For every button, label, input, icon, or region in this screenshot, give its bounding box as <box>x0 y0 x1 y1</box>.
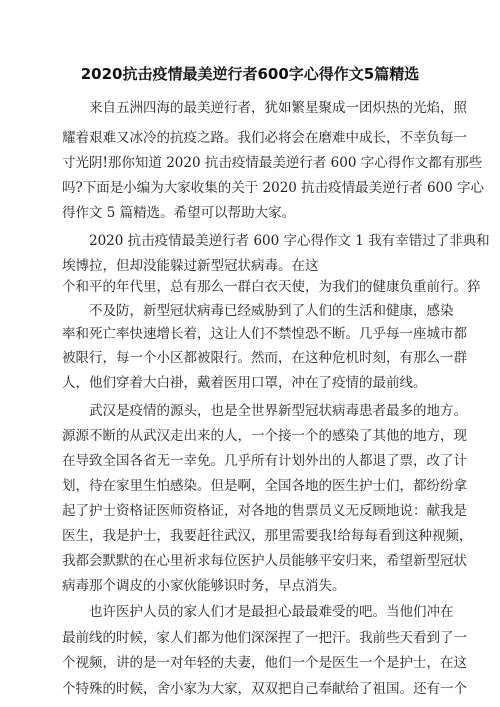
text-line: 源源不断的从武汉走出来的人，一个接一个的感染了其他的地方，现 <box>62 428 467 444</box>
text-line: 划，待在家里生怕感染。但是啊，全国各地的医生护士们，都纷纷拿 <box>62 478 467 494</box>
text-line: 埃博拉，但却没能躲过新型冠状病毒。在这 <box>62 258 319 274</box>
text-line: 吗?下面是小编为大家收集的关于 2020 抗击疫情最美逆行者 600 字心 <box>62 180 485 196</box>
text-line: 得作文 5 篇精选。希望可以帮助大家。 <box>62 205 296 221</box>
document-title: 2020抗击疫情最美逆行者600字心得作文5篇精选 <box>80 65 420 83</box>
text-line: 最前线的时候，家人们都为他们深深捏了一把汗。我前些天看到了一 <box>62 630 467 646</box>
text-line: 武汉是疫情的源头，也是全世界新型冠状病毒患者最多的地方。 <box>62 403 467 419</box>
text-line: 个和平的年代里，总有那么一群白衣天使，为我们的健康负重前行。猝 <box>62 279 481 295</box>
text-line: 被限行，每一个小区都被限行。然而，在这种危机时刻，有那么一群 <box>62 350 467 366</box>
text-line: 寸光阴!那你知道 2020 抗击疫情最美逆行者 600 字心得作文都有那些 <box>62 155 483 171</box>
text-line: 2020 抗击疫情最美逆行者 600 字心得作文 1 我有幸错过了非典和 <box>62 233 490 249</box>
text-line: 来自五洲四海的最美逆行者，犹如繁星聚成一团炽热的光焰，照 <box>62 100 467 116</box>
text-line: 率和死亡率快速增长着，这让人们不禁惶恐不断。几乎每一座城市都 <box>62 326 467 342</box>
text-line: 人，他们穿着大白褂，戴着医用口罩，冲在了疫情的最前线。 <box>62 375 427 391</box>
text-line: 不及防，新型冠状病毒已经威胁到了人们的生活和健康，感染 <box>62 303 454 319</box>
text-line: 耀着艰难又冰冷的抗疫之路。我们必将会在磨难中成长，不幸负每一 <box>62 130 467 146</box>
text-line: 个视频，讲的是一对年轻的夫妻，他们一个是医生一个是护士，在这 <box>62 655 467 671</box>
text-line: 个特殊的时候，舍小家为大家，双双把自己奉献给了祖国。还有一个 <box>62 681 467 697</box>
text-line: 也许医护人员的家人们才是最担心最最难受的吧。当他们冲在 <box>62 604 454 620</box>
text-line: 我都会默默的在心里祈求每位医护人员能够平安归来，希望新型冠状 <box>62 553 467 569</box>
text-line: 在导致全国各省无一幸免。几乎所有计划外出的人都退了票，改了计 <box>62 453 467 469</box>
text-line: 起了护士资格证医师资格证，对各地的售票员义无反顾地说：献我是 <box>62 503 467 519</box>
text-line: 医生，我是护士，我要赶往武汉，那里需要我!给每每看到这种视频， <box>62 528 473 544</box>
text-line: 病毒那个调皮的小家伙能够识时务，早点消失。 <box>62 578 346 594</box>
